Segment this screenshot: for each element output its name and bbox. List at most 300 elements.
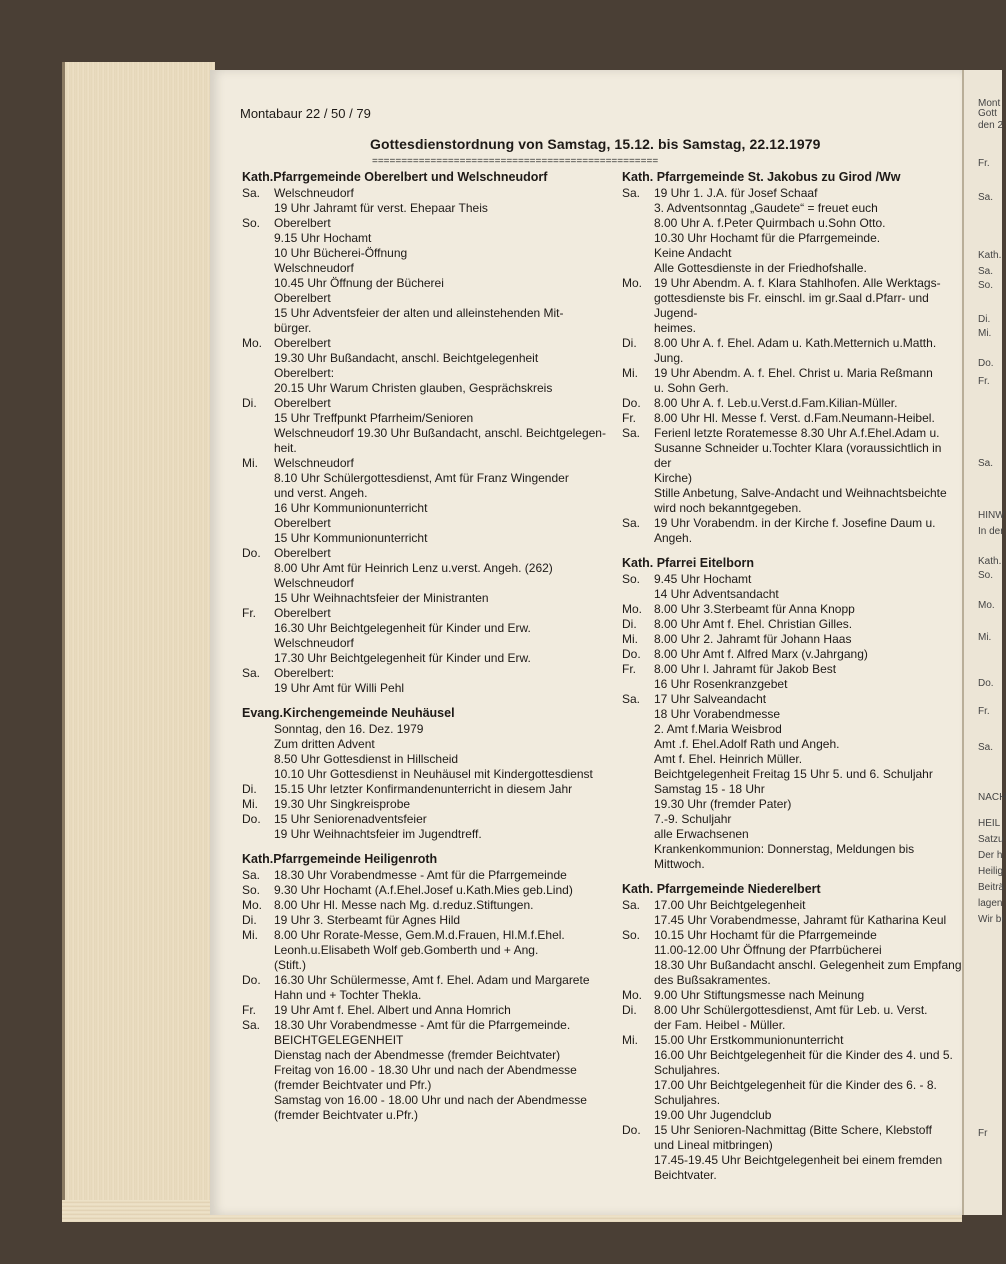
entry-line: bürger. xyxy=(274,321,312,335)
schedule-entry xyxy=(622,602,962,617)
weekday-label xyxy=(622,767,654,872)
entry-line: 19 Uhr Vorabendm. in der Kirche f. Josefine Daum u. xyxy=(654,516,936,530)
weekday-label: Sa. xyxy=(622,898,641,912)
schedule-entry xyxy=(622,617,962,632)
entry-line: Beichtgelegenheit Freitag 15 Uhr 5. und 6. Schuljahr xyxy=(654,767,933,781)
entry-text xyxy=(654,662,962,692)
entry-line: 15 Uhr Seniorenadventsfeier xyxy=(274,812,427,826)
entry-line: 19 Uhr Jahramt für verst. Ehepaar Theis xyxy=(274,201,488,215)
next-page-fragment: HINW xyxy=(978,510,1005,521)
entry-line: Kirche) xyxy=(654,471,693,485)
entry-line: 19 Uhr Amt f. Ehel. Albert und Anna Homrich xyxy=(274,1003,511,1017)
weekday-label: Do. xyxy=(622,647,641,661)
weekday-label: Di. xyxy=(242,396,257,410)
entry-text xyxy=(274,812,622,842)
entry-line: Hahn und + Tochter Thekla. xyxy=(274,988,422,1002)
entry-text xyxy=(654,988,962,1003)
schedule-entry xyxy=(622,336,962,366)
weekday-label: So. xyxy=(242,883,261,897)
entry-line: 10.10 Uhr Gottesdienst in Neuhäusel mit Kindergottesdienst xyxy=(274,767,593,781)
entry-line: 19 Uhr Weihnachtsfeier im Jugendtreff. xyxy=(274,827,482,841)
entry-line: Oberelbert: xyxy=(274,366,335,380)
entry-text xyxy=(654,276,962,336)
entry-line: 10.15 Uhr Hochamt für die Pfarrgemeinde xyxy=(654,928,877,942)
entry-line: heimes. xyxy=(654,321,697,335)
next-page-fragment: Mont xyxy=(978,98,1001,109)
next-page-fragment: Fr. xyxy=(978,158,990,169)
weekday-label: Di. xyxy=(622,617,637,631)
entry-line: Sonntag, den 16. Dez. 1979 xyxy=(274,722,424,736)
parish-heading: Kath.Pfarrgemeinde Oberelbert und Welschneudorf xyxy=(242,170,548,184)
entry-text xyxy=(654,928,962,988)
schedule-entry xyxy=(622,1123,962,1183)
entry-line: 10 Uhr Bücherei-Öffnung xyxy=(274,246,408,260)
left-column xyxy=(242,170,622,1123)
entry-line: Welschneudorf xyxy=(274,636,354,650)
entry-line: u. Sohn Gerh. xyxy=(654,381,729,395)
next-page-fragment: Mi. xyxy=(978,632,992,643)
entry-line: Zum dritten Advent xyxy=(274,737,375,751)
entry-line: 8.00 Uhr 3.Sterbeamt für Anna Knopp xyxy=(654,602,855,616)
weekday-label: Sa. xyxy=(622,186,641,200)
schedule-entry xyxy=(622,276,962,336)
entry-line: Oberelbert xyxy=(274,516,331,530)
entry-text xyxy=(654,201,962,276)
entry-text xyxy=(654,647,962,662)
entry-line: Leonh.u.Elisabeth Wolf geb.Gomberth und + Ang. xyxy=(274,943,539,957)
weekday-label: Mo. xyxy=(242,898,263,912)
entry-line: 17.00 Uhr Beichtgelegenheit für die Kinder des 6. - 8. xyxy=(654,1078,937,1092)
entry-line: Oberelbert xyxy=(274,291,331,305)
entry-line: 8.00 Uhr A. f. Ehel. Adam u. Kath.Metternich u.Matth. xyxy=(654,336,937,350)
entry-text xyxy=(274,883,622,898)
schedule-entry xyxy=(242,336,622,396)
running-head: Montabaur 22 / 50 / 79 xyxy=(240,106,371,121)
entry-line: 8.10 Uhr Schülergottesdienst, Amt für Franz Wingender xyxy=(274,471,569,485)
entry-line: Oberelbert xyxy=(274,546,331,560)
schedule-entry xyxy=(622,516,962,546)
weekday-label: Mi. xyxy=(622,1033,638,1047)
entry-line: Beichtvater. xyxy=(654,1168,717,1182)
schedule-entry xyxy=(622,1003,962,1033)
schedule-entry xyxy=(622,396,962,411)
entry-text xyxy=(274,928,622,973)
entry-line: 8.00 Uhr A. f. Leb.u.Verst.d.Fam.Kilian-Müller. xyxy=(654,396,898,410)
entry-line: des Bußsakramentes. xyxy=(654,973,771,987)
entry-line: Welschneudorf xyxy=(274,186,354,200)
weekday-label: Mo. xyxy=(622,988,643,1002)
weekday-label: Fr. xyxy=(622,411,636,425)
entry-line: Welschneudorf xyxy=(274,576,354,590)
entry-line: gottesdienste bis Fr. einschl. im gr.Saal d.Pfarr- und Jugend- xyxy=(654,291,929,320)
entry-line: 2. Amt f.Maria Weisbrod xyxy=(654,722,782,736)
entry-text xyxy=(274,186,622,216)
entry-line: 15 Uhr Adventsfeier der alten und alleinstehenden Mit- xyxy=(274,306,564,320)
schedule-entry xyxy=(242,868,622,883)
entry-line: 8.00 Uhr Amt f. Alfred Marx (v.Jahrgang) xyxy=(654,647,868,661)
schedule-entry xyxy=(622,411,962,426)
weekday-label: Do. xyxy=(622,396,641,410)
next-page-fragment: Gott xyxy=(978,108,997,119)
next-page-fragment: Fr. xyxy=(978,376,990,387)
weekday-label: Do. xyxy=(242,812,261,826)
weekday-label: So. xyxy=(622,572,641,586)
next-page-fragment: Sa. xyxy=(978,458,994,469)
weekday-label: Di. xyxy=(622,1003,637,1017)
entry-line: der Fam. Heibel - Müller. xyxy=(654,1018,786,1032)
entry-line: wird noch bekanntgegeben. xyxy=(654,501,802,515)
entry-line: 8.00 Uhr A. f.Peter Quirmbach u.Sohn Otto. xyxy=(654,216,886,230)
next-page-fragment: Mo. xyxy=(978,600,995,611)
weekday-label xyxy=(622,201,654,276)
entry-line: Schuljahres. xyxy=(654,1063,721,1077)
entry-text xyxy=(654,632,962,647)
title-underline: ================================================= xyxy=(372,156,659,167)
schedule-entry xyxy=(242,1018,622,1033)
weekday-label: Do. xyxy=(242,973,261,987)
parish-heading: Kath.Pfarrgemeinde Heiligenroth xyxy=(242,852,438,866)
schedule-entry xyxy=(622,988,962,1003)
parish-section xyxy=(622,170,962,546)
entry-line: Susanne Schneider u.Tochter Klara (voraussichtlich in der xyxy=(654,441,942,470)
entry-line: Keine Andacht xyxy=(654,246,732,260)
schedule-entry xyxy=(242,782,622,797)
entry-line: 15.00 Uhr Erstkommunionunterricht xyxy=(654,1033,844,1047)
schedule-entry xyxy=(622,201,962,276)
next-page-fragment: Do. xyxy=(978,358,994,369)
weekday-label xyxy=(242,722,274,782)
entry-line: 19.30 Uhr Singkreisprobe xyxy=(274,797,411,811)
entry-line: 17.45-19.45 Uhr Beichtgelegenheit bei einem fremden xyxy=(654,1153,943,1167)
entry-line: Oberelbert xyxy=(274,336,331,350)
next-page-fragment: lagen xyxy=(978,898,1003,909)
entry-line: Samstag 15 - 18 Uhr xyxy=(654,782,765,796)
entry-line: 9.15 Uhr Hochamt xyxy=(274,231,372,245)
weekday-label: Sa. xyxy=(622,516,641,530)
entry-line: 10.30 Uhr Hochamt für die Pfarrgemeinde. xyxy=(654,231,881,245)
entry-line: 16.30 Uhr Schülermesse, Amt f. Ehel. Adam und Margarete xyxy=(274,973,590,987)
entry-line: (fremder Beichtvater u.Pfr.) xyxy=(274,1108,419,1122)
parish-heading: Kath. Pfarrei Eitelborn xyxy=(622,556,754,570)
entry-line: 18.30 Uhr Vorabendmesse - Amt für die Pfarrgemeinde. xyxy=(274,1018,571,1032)
schedule-entry xyxy=(242,1033,622,1123)
entry-line: alle Erwachsenen xyxy=(654,827,749,841)
entry-text xyxy=(274,868,622,883)
next-page-fragment: NACH xyxy=(978,792,1006,803)
next-page-fragment: Heilig xyxy=(978,866,1004,877)
entry-text xyxy=(274,898,622,913)
next-page-fragment: Mi. xyxy=(978,328,992,339)
entry-text xyxy=(274,1003,622,1018)
entry-line: Jung. xyxy=(654,351,684,365)
entry-line: 19 Uhr Abendm. A. f. Ehel. Christ u. Maria Reßmann xyxy=(654,366,933,380)
entry-line: 19 Uhr Abendm. A. f. Klara Stahlhofen. Alle Werktags- xyxy=(654,276,941,290)
entry-line: 17.00 Uhr Beichtgelegenheit xyxy=(654,898,806,912)
schedule-entry xyxy=(622,186,962,201)
schedule-entry xyxy=(242,812,622,842)
entry-line: 19 Uhr 3. Sterbeamt für Agnes Hild xyxy=(274,913,461,927)
next-page-fragment: Beiträ xyxy=(978,882,1005,893)
entry-text xyxy=(654,1003,962,1033)
schedule-entry xyxy=(622,632,962,647)
weekday-label: Mi. xyxy=(242,456,258,470)
entry-line: (fremder Beichtvater und Pfr.) xyxy=(274,1078,432,1092)
entry-line: 16 Uhr Kommunionunterricht xyxy=(274,501,428,515)
entry-line: 19.30 Uhr (fremder Pater) xyxy=(654,797,792,811)
entry-line: 8.00 Uhr Hl. Messe f. Verst. d.Fam.Neumann-Heibel. xyxy=(654,411,935,425)
entry-line: 19.00 Uhr Jugendclub xyxy=(654,1108,772,1122)
entry-line: und Lineal mitbringen) xyxy=(654,1138,773,1152)
next-page-fragment: In der xyxy=(978,526,1004,537)
entry-text xyxy=(274,1018,622,1033)
weekday-label: Sa. xyxy=(622,692,641,706)
next-page-fragment: Sa. xyxy=(978,742,994,753)
entry-line: 11.00-12.00 Uhr Öffnung der Pfarrbücherei xyxy=(654,943,882,957)
entry-line: (Stift.) xyxy=(274,958,306,972)
entry-line: 16.00 Uhr Beichtgelegenheit für die Kinder des 4. und 5. xyxy=(654,1048,953,1062)
weekday-label: Sa. xyxy=(242,1018,261,1032)
next-page-fragment: Wir bi xyxy=(978,914,1004,925)
entry-line: BEICHTGELEGENHEIT xyxy=(274,1033,404,1047)
weekday-label: Mi. xyxy=(622,366,638,380)
entry-line: Krankenkommunion: Donnerstag, Meldungen bis Mittwoch. xyxy=(654,842,915,871)
entry-text xyxy=(274,336,622,396)
weekday-label: Di. xyxy=(622,336,637,350)
entry-text xyxy=(654,1033,962,1123)
next-page-fragment: Der h xyxy=(978,850,1003,861)
parish-heading: Kath. Pfarrgemeinde St. Jakobus zu Girod /Ww xyxy=(622,170,901,184)
entry-text xyxy=(654,186,962,201)
schedule-entry xyxy=(242,797,622,812)
schedule-entry xyxy=(622,647,962,662)
entry-line: 8.00 Uhr Amt f. Ehel. Christian Gilles. xyxy=(654,617,853,631)
schedule-entry xyxy=(242,216,622,336)
entry-line: 3. Adventsonntag „Gaudete“ = freuet euch xyxy=(654,201,878,215)
entry-text xyxy=(654,898,962,928)
weekday-label: Mi. xyxy=(242,928,258,942)
entry-line: 8.00 Uhr Rorate-Messe, Gem.M.d.Frauen, Hl.M.f.Ehel. xyxy=(274,928,565,942)
parish-heading: Evang.Kirchengemeinde Neuhäusel xyxy=(242,706,455,720)
entry-text xyxy=(274,546,622,606)
entry-line: 9.45 Uhr Hochamt xyxy=(654,572,752,586)
entry-line: Schuljahres. xyxy=(654,1093,721,1107)
entry-line: 19.30 Uhr Bußandacht, anschl. Beichtgelegenheit xyxy=(274,351,539,365)
weekday-label: Fr. xyxy=(242,606,256,620)
schedule-entry xyxy=(242,396,622,456)
entry-text xyxy=(274,797,622,812)
schedule-entry xyxy=(622,572,962,602)
parish-section xyxy=(622,556,962,872)
schedule-entry xyxy=(622,426,962,516)
weekday-label: Fr. xyxy=(242,1003,256,1017)
entry-text xyxy=(654,1123,962,1183)
entry-line: 8.00 Uhr Hl. Messe nach Mg. d.reduz.Stiftungen. xyxy=(274,898,534,912)
weekday-label: Do. xyxy=(622,1123,641,1137)
entry-text xyxy=(654,692,962,767)
entry-line: Samstag von 16.00 - 18.00 Uhr und nach der Abendmesse xyxy=(274,1093,587,1107)
next-page-strip xyxy=(962,70,1006,1215)
entry-line: Alle Gottesdienste in der Friedhofshalle. xyxy=(654,261,867,275)
entry-line: Stille Anbetung, Salve-Andacht und Weihnachtsbeichte xyxy=(654,486,947,500)
entry-line: Angeh. xyxy=(654,531,693,545)
right-column xyxy=(622,170,962,1183)
weekday-label: Do. xyxy=(242,546,261,560)
entry-line: Ferienl letzte Roratemesse 8.30 Uhr A.f.Ehel.Adam u. xyxy=(654,426,940,440)
entry-text xyxy=(654,602,962,617)
entry-line: Welschneudorf xyxy=(274,261,354,275)
schedule-entry xyxy=(242,1003,622,1018)
weekday-label: Fr. xyxy=(622,662,636,676)
entry-line: 19 Uhr Amt für Willi Pehl xyxy=(274,681,405,695)
entry-line: Welschneudorf 19.30 Uhr Bußandacht, anschl. Beichtgelegen- xyxy=(274,426,606,440)
schedule-entry xyxy=(622,898,962,928)
entry-text xyxy=(274,722,622,782)
next-page-fragment: Fr xyxy=(978,1128,988,1139)
entry-text xyxy=(654,617,962,632)
entry-text xyxy=(654,336,962,366)
entry-text xyxy=(274,782,622,797)
next-page-fragment: Do. xyxy=(978,678,994,689)
entry-text xyxy=(274,973,622,1003)
weekday-label: Mo. xyxy=(622,602,643,616)
schedule-entry xyxy=(242,722,622,782)
entry-line: 8.00 Uhr l. Jahramt für Jakob Best xyxy=(654,662,837,676)
weekday-label: So. xyxy=(622,928,641,942)
next-page-fragment: Satzu xyxy=(978,834,1004,845)
schedule-entry xyxy=(242,883,622,898)
next-page-fragment: So. xyxy=(978,570,994,581)
entry-line: 18.30 Uhr Bußandacht anschl. Gelegenheit zum Empfang xyxy=(654,958,962,972)
next-page-fragment: Kath. xyxy=(978,250,1002,261)
entry-line: 8.50 Uhr Gottesdienst in Hillscheid xyxy=(274,752,459,766)
weekday-label: Di. xyxy=(242,913,257,927)
entry-line: 17.45 Uhr Vorabendmesse, Jahramt für Katharina Keul xyxy=(654,913,947,927)
entry-line: Amt .f. Ehel.Adolf Rath und Angeh. xyxy=(654,737,840,751)
entry-line: 18 Uhr Vorabendmesse xyxy=(654,707,781,721)
entry-line: 15 Uhr Treffpunkt Pfarrheim/Senioren xyxy=(274,411,474,425)
page-title: Gottesdienstordnung von Samstag, 15.12. bis Samstag, 22.12.1979 xyxy=(370,136,821,152)
entry-line: Oberelbert xyxy=(274,216,331,230)
weekday-label: Di. xyxy=(242,782,257,796)
next-page-fragment: Di. xyxy=(978,314,991,325)
schedule-entry xyxy=(242,928,622,973)
entry-text xyxy=(274,396,622,456)
entry-line: Amt f. Ehel. Heinrich Müller. xyxy=(654,752,803,766)
next-page-fragment: Sa. xyxy=(978,266,994,277)
next-page-fragment: HEIL xyxy=(978,818,1001,829)
entry-text xyxy=(274,606,622,666)
next-page-fragment: Fr. xyxy=(978,706,990,717)
weekday-label: So. xyxy=(242,216,261,230)
schedule-entry xyxy=(242,546,622,606)
schedule-entry xyxy=(242,973,622,1003)
weekday-label: Mi. xyxy=(622,632,638,646)
weekday-label: Mi. xyxy=(242,797,258,811)
weekday-label: Sa. xyxy=(242,186,261,200)
entry-line: 8.00 Uhr Schülergottesdienst, Amt für Leb. u. Verst. xyxy=(654,1003,928,1017)
schedule-entry xyxy=(242,898,622,913)
entry-line: 17.30 Uhr Beichtgelegenheit für Kinder und Erw. xyxy=(274,651,531,665)
entry-line: heit. xyxy=(274,441,297,455)
weekday-label: Mo. xyxy=(622,276,643,290)
entry-line: 8.00 Uhr 2. Jahramt für Johann Haas xyxy=(654,632,852,646)
parish-section xyxy=(242,852,622,1123)
book-page-edges xyxy=(62,62,215,1222)
next-page-fragment: Kath. xyxy=(978,556,1002,567)
entry-line: 9.30 Uhr Hochamt (A.f.Ehel.Josef u.Kath.Mies geb.Lind) xyxy=(274,883,573,897)
schedule-entry xyxy=(242,456,622,546)
schedule-entry xyxy=(622,767,962,872)
weekday-label xyxy=(242,1033,274,1123)
schedule-entry xyxy=(622,692,962,767)
entry-line: 16.30 Uhr Beichtgelegenheit für Kinder und Erw. xyxy=(274,621,531,635)
weekday-label: Sa. xyxy=(242,666,261,680)
entry-text xyxy=(274,913,622,928)
schedule-entry xyxy=(242,913,622,928)
entry-text xyxy=(654,516,962,546)
next-page-fragment: Sa. xyxy=(978,192,994,203)
entry-line: Oberelbert xyxy=(274,396,331,410)
weekday-label: Sa. xyxy=(622,426,641,440)
entry-line: Welschneudorf xyxy=(274,456,354,470)
entry-text xyxy=(654,426,962,516)
entry-line: 19 Uhr 1. J.A. für Josef Schaaf xyxy=(654,186,818,200)
entry-text xyxy=(654,411,962,426)
entry-line: 18.30 Uhr Vorabendmesse - Amt für die Pfarrgemeinde xyxy=(274,868,567,882)
next-page-fragment: So. xyxy=(978,280,994,291)
entry-text xyxy=(274,666,622,696)
entry-line: 17 Uhr Salveandacht xyxy=(654,692,767,706)
entry-line: 8.00 Uhr Amt für Heinrich Lenz u.verst. Angeh. (262) xyxy=(274,561,553,575)
entry-line: Oberelbert: xyxy=(274,666,335,680)
parish-heading: Kath. Pfarrgemeinde Niederelbert xyxy=(622,882,821,896)
entry-text xyxy=(274,456,622,546)
entry-line: Dienstag nach der Abendmesse (fremder Beichtvater) xyxy=(274,1048,561,1062)
parish-section xyxy=(242,170,622,696)
weekday-label: Sa. xyxy=(242,868,261,882)
schedule-entry xyxy=(242,186,622,216)
schedule-entry xyxy=(622,662,962,692)
entry-line: 15 Uhr Weihnachtsfeier der Ministranten xyxy=(274,591,489,605)
entry-line: 15 Uhr Kommunionunterricht xyxy=(274,531,428,545)
entry-line: 9.00 Uhr Stiftungsmesse nach Meinung xyxy=(654,988,865,1002)
entry-line: Oberelbert xyxy=(274,606,331,620)
entry-text xyxy=(274,216,622,336)
parish-section xyxy=(242,706,622,842)
entry-line: Freitag von 16.00 - 18.30 Uhr und nach der Abendmesse xyxy=(274,1063,577,1077)
entry-line: 15.15 Uhr letzter Konfirmandenunterricht in diesem Jahr xyxy=(274,782,573,796)
next-page-fragment: den 2 xyxy=(978,120,1004,131)
schedule-entry xyxy=(622,1033,962,1123)
schedule-entry xyxy=(242,606,622,666)
entry-line: 14 Uhr Adventsandacht xyxy=(654,587,779,601)
entry-line: 20.15 Uhr Warum Christen glauben, Gesprächskreis xyxy=(274,381,553,395)
schedule-entry xyxy=(622,366,962,396)
entry-line: und verst. Angeh. xyxy=(274,486,368,500)
schedule-entry xyxy=(622,928,962,988)
parish-section xyxy=(622,882,962,1183)
schedule-entry xyxy=(242,666,622,696)
entry-text xyxy=(654,396,962,411)
entry-text xyxy=(654,366,962,396)
entry-text xyxy=(654,572,962,602)
entry-line: 16 Uhr Rosenkranzgebet xyxy=(654,677,788,691)
weekday-label: Mo. xyxy=(242,336,263,350)
entry-text xyxy=(274,1033,622,1123)
entry-line: 10.45 Uhr Öffnung der Bücherei xyxy=(274,276,444,290)
entry-line: 7.-9. Schuljahr xyxy=(654,812,732,826)
entry-line: 15 Uhr Senioren-Nachmittag (Bitte Schere, Klebstoff xyxy=(654,1123,932,1137)
